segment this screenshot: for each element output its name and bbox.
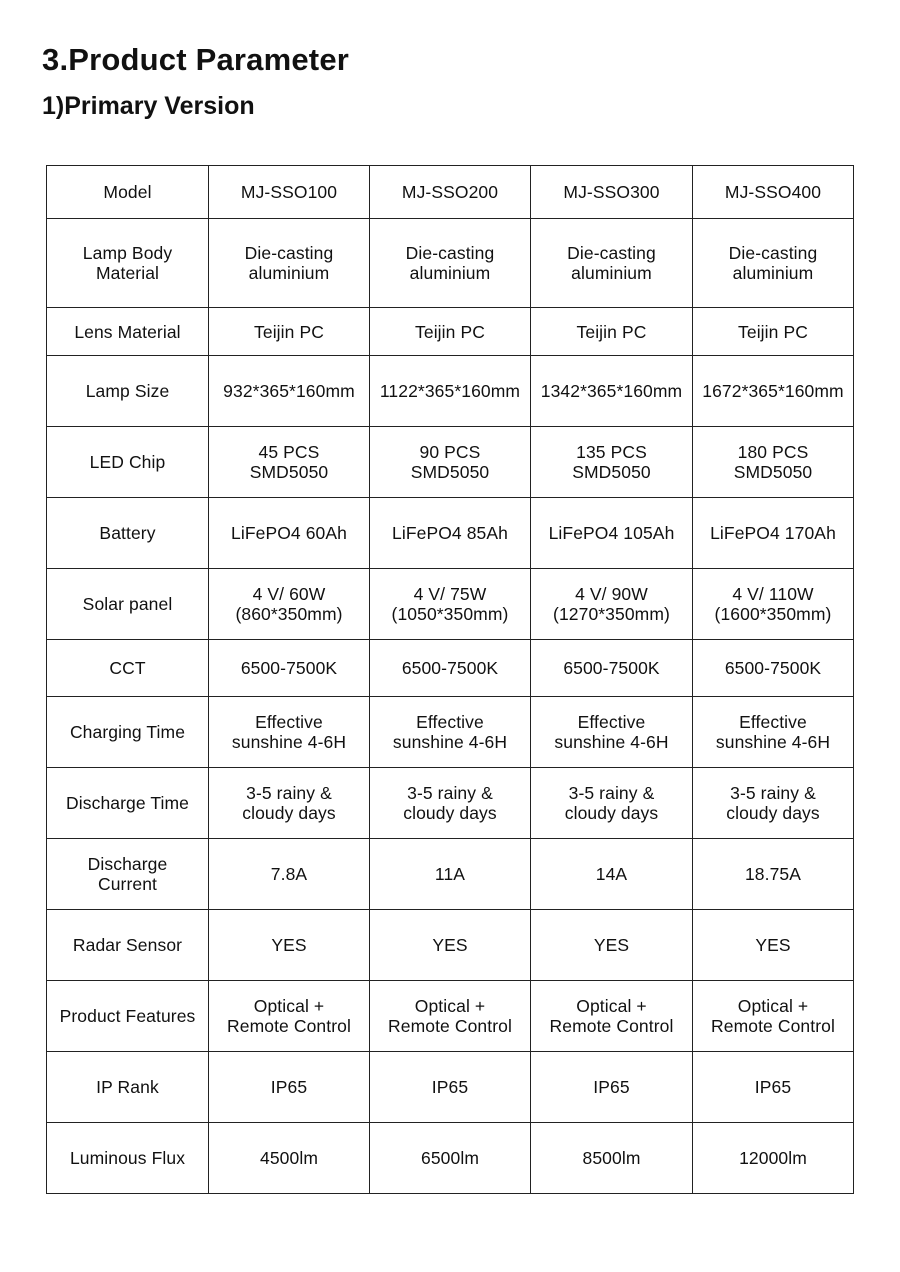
table-row [47, 640, 854, 697]
table-cell: YES [370, 910, 531, 981]
row-label: CCT [47, 640, 209, 697]
row-label: Radar Sensor [47, 910, 209, 981]
table-cell: MJ-SSO300 [531, 166, 693, 219]
table-cell: MJ-SSO400 [693, 166, 854, 219]
table-cell: IP65 [531, 1052, 693, 1123]
table-cell: 11A [370, 839, 531, 910]
table-cell: Optical + Remote Control [209, 981, 370, 1052]
table-cell: LiFePO4 85Ah [370, 498, 531, 569]
table-row [47, 910, 854, 981]
table-cell: Die-casting aluminium [209, 219, 370, 308]
table-cell: 6500-7500K [693, 640, 854, 697]
table-cell: 1122*365*160mm [370, 356, 531, 427]
table-cell: 4 V/ 110W (1600*350mm) [693, 569, 854, 640]
row-label: LED Chip [47, 427, 209, 498]
row-label: Solar panel [47, 569, 209, 640]
table-row [47, 219, 854, 308]
table-row [47, 166, 854, 219]
table-cell: Effective sunshine 4-6H [370, 697, 531, 768]
table-row [47, 768, 854, 839]
row-label: Lens Material [47, 308, 209, 356]
table-cell: YES [531, 910, 693, 981]
table-row [47, 697, 854, 768]
row-label: Model [47, 166, 209, 219]
row-label: Product Features [47, 981, 209, 1052]
page-title: 3.Product Parameter [42, 42, 350, 77]
table-cell: 3-5 rainy & cloudy days [370, 768, 531, 839]
table-cell: 3-5 rainy & cloudy days [531, 768, 693, 839]
table-cell: 3-5 rainy & cloudy days [693, 768, 854, 839]
table-cell: 4 V/ 90W (1270*350mm) [531, 569, 693, 640]
table-cell: 4500lm [209, 1123, 370, 1194]
table-cell: 1342*365*160mm [531, 356, 693, 427]
table-cell: Teijin PC [370, 308, 531, 356]
table-cell: Effective sunshine 4-6H [693, 697, 854, 768]
table-cell: Optical + Remote Control [370, 981, 531, 1052]
table-row [47, 569, 854, 640]
table-row [47, 981, 854, 1052]
table-cell: IP65 [693, 1052, 854, 1123]
table-row [47, 356, 854, 427]
table-cell: 90 PCS SMD5050 [370, 427, 531, 498]
table-row [47, 1052, 854, 1123]
table-cell: 6500-7500K [531, 640, 693, 697]
table-row [47, 839, 854, 910]
table-cell: 7.8A [209, 839, 370, 910]
table-cell: Teijin PC [209, 308, 370, 356]
table-cell: Optical + Remote Control [531, 981, 693, 1052]
table-cell: 6500-7500K [209, 640, 370, 697]
table-cell: Die-casting aluminium [693, 219, 854, 308]
table-cell: Optical + Remote Control [693, 981, 854, 1052]
table-cell: IP65 [370, 1052, 531, 1123]
table-cell: 180 PCS SMD5050 [693, 427, 854, 498]
table-cell: 932*365*160mm [209, 356, 370, 427]
table-cell: YES [693, 910, 854, 981]
table-cell: 3-5 rainy & cloudy days [209, 768, 370, 839]
table-cell: 8500lm [531, 1123, 693, 1194]
table-cell: 18.75A [693, 839, 854, 910]
table-cell: 135 PCS SMD5050 [531, 427, 693, 498]
spec-table [46, 165, 854, 1194]
row-label: Discharge Current [47, 839, 209, 910]
table-cell: LiFePO4 60Ah [209, 498, 370, 569]
table-cell: Teijin PC [531, 308, 693, 356]
table-cell: Effective sunshine 4-6H [209, 697, 370, 768]
row-label: Lamp Body Material [47, 219, 209, 308]
row-label: Charging Time [47, 697, 209, 768]
table-cell: LiFePO4 105Ah [531, 498, 693, 569]
row-label: Luminous Flux [47, 1123, 209, 1194]
table-cell: LiFePO4 170Ah [693, 498, 854, 569]
table-cell: YES [209, 910, 370, 981]
row-label: Discharge Time [47, 768, 209, 839]
table-cell: Die-casting aluminium [531, 219, 693, 308]
table-cell: 45 PCS SMD5050 [209, 427, 370, 498]
table-cell: 4 V/ 75W (1050*350mm) [370, 569, 531, 640]
section-title: 1)Primary Version [42, 92, 255, 120]
table-row [47, 427, 854, 498]
table-cell: Effective sunshine 4-6H [531, 697, 693, 768]
row-label: Battery [47, 498, 209, 569]
table-cell: Teijin PC [693, 308, 854, 356]
table-cell: 14A [531, 839, 693, 910]
row-label: IP Rank [47, 1052, 209, 1123]
row-label: Lamp Size [47, 356, 209, 427]
table-cell: MJ-SSO100 [209, 166, 370, 219]
table-cell: 4 V/ 60W (860*350mm) [209, 569, 370, 640]
table-cell: 6500lm [370, 1123, 531, 1194]
table-row [47, 308, 854, 356]
table-row [47, 1123, 854, 1194]
table-row [47, 498, 854, 569]
table-cell: 1672*365*160mm [693, 356, 854, 427]
table-cell: 6500-7500K [370, 640, 531, 697]
table-cell: 12000lm [693, 1123, 854, 1194]
table-cell: MJ-SSO200 [370, 166, 531, 219]
table-cell: Die-casting aluminium [370, 219, 531, 308]
table-cell: IP65 [209, 1052, 370, 1123]
